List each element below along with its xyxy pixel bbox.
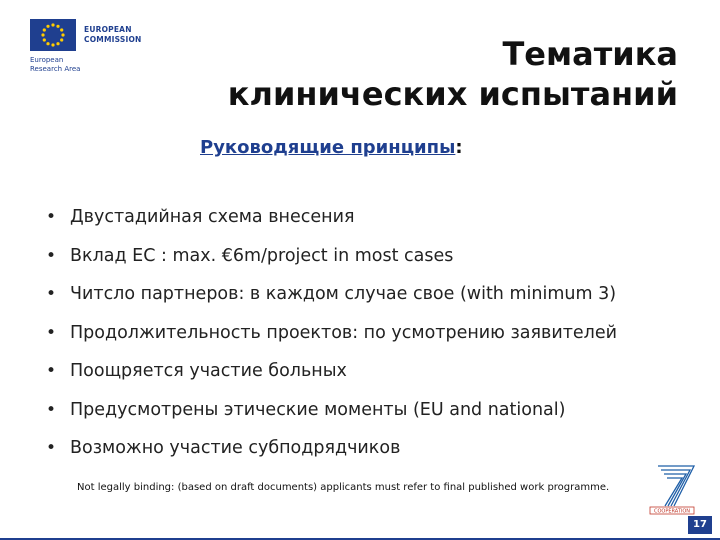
bullet-icon: • <box>46 284 57 304</box>
bullet-icon: • <box>46 399 57 420</box>
list-item-text: Вклад ЕС : max. €6m/project in most cases <box>70 245 454 266</box>
bullet-icon: • <box>46 245 57 266</box>
list-item <box>46 205 617 244</box>
list-item-text: Поощряется участие больных <box>70 361 347 381</box>
bullet-icon: • <box>46 322 57 343</box>
list-item-text: Двустадийная схема внесения <box>70 207 355 227</box>
bullet-icon: • <box>46 361 57 381</box>
bullet-list <box>46 205 617 475</box>
list-item-text: Предусмотрены этические моменты (EU and national) <box>70 399 566 420</box>
list-item <box>46 436 617 475</box>
list-item-text: Продолжительность проектов: по усмотрению заявителей <box>70 322 617 343</box>
research-area-label: European Research Area <box>30 56 81 73</box>
title-line-1: Тематика <box>502 35 678 73</box>
slide-title <box>228 34 678 114</box>
fp7-label: COOPERATION <box>653 508 691 515</box>
eu-flag-icon <box>30 19 76 51</box>
list-item-text: Читсло партнеров: в каждом случае свое (with minimum 3) <box>70 284 617 304</box>
bullet-icon: • <box>46 207 57 227</box>
list-item <box>46 359 617 398</box>
list-item <box>46 282 617 321</box>
org-name: EUROPEAN COMMISSION <box>84 25 142 44</box>
section-heading-text: Руководящие принципы <box>200 137 456 158</box>
title-line-2: клинических испытаний <box>227 75 678 113</box>
list-item-text: Возможно участие субподрядчиков <box>70 438 401 458</box>
bullet-icon: • <box>46 438 57 458</box>
list-item <box>46 244 617 283</box>
european-commission-logo <box>24 16 144 78</box>
disclaimer-footnote: Not legally binding: (based on draft documents) applicants must refer to final published work programme. <box>77 482 610 493</box>
list-item <box>46 398 617 437</box>
list-item <box>46 321 617 360</box>
section-heading-colon: : <box>455 137 463 158</box>
page-number: 17 <box>688 516 712 534</box>
section-heading <box>200 137 463 158</box>
fp7-cooperation-logo <box>644 462 700 522</box>
